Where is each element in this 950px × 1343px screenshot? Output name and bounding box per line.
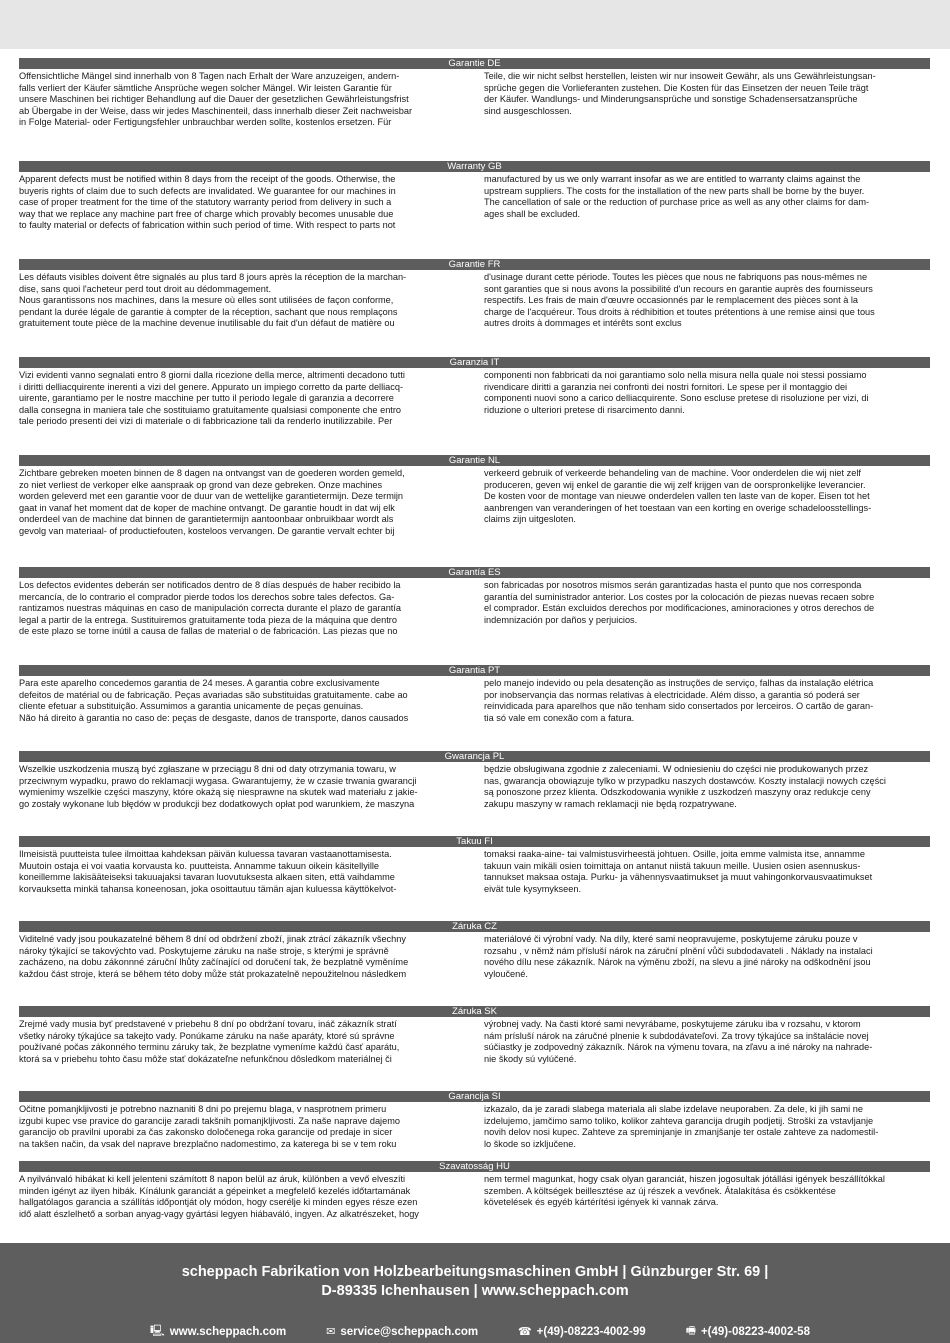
section-cz [19,921,930,980]
footer [0,1243,950,1343]
section-gb [19,161,930,232]
section-title: Garantie DE [19,58,930,69]
section-title: Garantie NL [19,455,930,466]
website-text: www.scheppach.com [169,1325,287,1338]
section-nl [19,455,930,538]
text-right: pelo manejo indevido ou pela desatenção as instruções de serviço, falhas da instalação elétrica por inobservançia das normas relativas à electricidade. Além disso, a garantia só poderá ser reinvidicada para aparelhos que não tenham sido consertados por lerceiros. O cartão de garan- tia só vale em conexão com a fatura. [484,678,874,723]
company-line-2: D-89335 Ichenhausen | www.scheppach.com [321,1283,629,1299]
section-title: Takuu FI [19,836,930,847]
text-left: Vizi evidenti vanno segnalati entro 8 giorni dalla ricezione della merce, altrimenti decadono tutti i diritti delliacquirente inerenti a vizi del genere. Appurato un impiego corretto da parte delliacq- uirente, garantiamo per le nostre macchine per tutto il periodo legale di garanzia a decorrere dalla consegna in maniera tale che sostituiamo gratuitamente qualsiasi componente che entro tale periodo presenti dei vizi di materiale o di fabbricazione tali da renderlo inutilizzabile. Per [19,370,405,427]
section-title: Gwarancja PL [19,751,930,762]
text-right: tomaksi raaka-aine- tai valmistusvirheestä johtuen. Osille, joita emme valmista itse, annamme takuun vain mikäli osien toimittaja on antanut niistä takuun meille. Uusien osien asennuskus- tannukset maksaa ostaja. Purku- ja vähennysvaatimukset ja muut vahingonkorvausvaatimukset eivät tule kysymykseen. [484,849,873,894]
company-line-1: scheppach Fabrikation von Holzbearbeitungsmaschinen GmbH | Günzburger Str. 69 | [181,1264,769,1280]
section-title: Garantie FR [19,259,930,270]
mail-icon: ✉ [326,1326,336,1338]
text-left: Zichtbare gebreken moeten binnen de 8 dagen na ontvangst van de goederen worden gemeld, zo niet verliest de verkoper elke aanspraak op grond van deze gebreken. Onze machines worden geleverd met een garantie voor de duur van de wettelijke garantietermijn. Deze termijn gaat in vanaf het moment dat de koper de machine ontvangt. De garantie houdt in dat wij elk onderdeel van de machine dat binnen de garantietermijn aantoonbaar onbruikbaar wordt als gevolg van materiaal- of productiefouten, kosteloos vervangen. De garantie vervalt echter bij [19,468,405,536]
section-fi [19,836,930,895]
contact-phone[interactable] [518,1322,646,1341]
section-title: Szavatosság HU [19,1161,930,1172]
text-right: manufactured by us we only warrant insofar as we are entitled to warranty claims against the upstream suppliers. The costs for the installation of the new parts shall be borne by the buyer. The cancellation of sale or the reduction of purchase price as well as any other claims for dam- ages shall be excluded. [484,174,870,219]
section-title: Garantía ES [19,567,930,578]
company-address [0,1263,950,1301]
phone-text: +(49)-08223-4002-99 [536,1325,646,1338]
computer-icon: 🖳 [150,1325,165,1337]
text-left: Wszelkie uszkodzenia muszą być zgłaszane w przeciągu 8 dni od daty otrzymania towaru, w przeciwnym wypadku, prawo do reklamacji wygasa. Gwarantujemy, że w czasie trwania gwarancji wymienimy wszelkie części maszyny, które okażą się niesprawne na skutek wad materiału z jakie- go zostały wykonane lub błędów w produkcji bez dodatkowych opłat pod warunkiem, że maszyna [19,764,418,809]
text-left: Viditelné vady jsou poukazatelné během 8 dní od obdržení zboží, jinak ztrácí zákazník všechny nároky týkající se takovýchto vad. Poskytujeme záruku na naše stroje, s kterými je správně zacházeno, na dobu zákonnné záruční lhůty začínající od doručení tak, že bezplatně vyměníme každou část stroje, která se během této doby může stát prokazatelně nepoužitelnou následkem [19,934,409,979]
text-right: materiálové či výrobní vady. Na díly, které sami neopravujeme, poskytujeme záruku pouze v rozsahu , v němž nám přísluší nárok na záruční plnění vůči subdodavateli . Náklady na instalaci nového dílu nese zákazník. Nárok na výměnu zboží, na slevu a jiné nároky na odškodnění jsou vyloučené. [484,934,873,979]
section-si [19,1091,930,1150]
section-title: Garancija SI [19,1091,930,1102]
text-right: d'usinage durant cette période. Toutes les pièces que nous ne fabriquons pas nous-mêmes ne sont garanties que si nous avons la possibilité d'un recours en garantie auprès des fournisseurs respectifs. Les frais de main d'œuvre occasionnés par le remplacement des pièces sont à la charge de l'acquéreur. Tous droits à rédhibition et toutes prétentions à une remise ainsi que tous autres droits à dommages et intérêts sont exclus [484,272,875,329]
text-left: Offensichtliche Mängel sind innerhalb von 8 Tagen nach Erhalt der Ware anzuzeigen, andern- falls verliert der Käufer sämtliche Ansprüche wegen solcher Mängel. Wir leisten Garantie für unsere Maschinen bei richtiger Behandlung auf die Dauer der gesetzlichen Gewährleistungsfrist ab Übergabe in der Weise, dass wir jedes Maschinenteil, dass innerhalb dieser Zeit nachweisbar in Folge Material- oder Fertigungsfehler unbrauchbar werden sollte, kostenlos ersetzen. Für [19,71,413,128]
text-left: Para este aparelho concedemos garantia de 24 meses. A garantia cobre exclusivamente defeitos de matérial ou de fabricação. Peças avariadas são substituidas gratuitamente. cabe ao cliente efetuar a substituição. Assumimos a garantia unicamente de peças genuinas. Não há direito à garantia no caso de: peças de desgaste, danos de transporte, danos causados [19,678,409,723]
text-left: Ilmeisistä puutteista tulee ilmoittaa kahdeksan päivän kuluessa tavaran vastaanottamisesta. Muutoin ostaja ei voi vaatia korvausta ko. puutteista. Annamme takuun oikein käsitellyille koneillemme lakisääteiseksi takuuajaksi tavaran luovutuksesta alkaen siten, että vaihdamme korvauksetta minkä tahansa koneenosan, joka osoittautuu tämän ajan kuluessa käyttökelvot- [19,849,397,894]
text-right: verkeerd gebruik of verkeerde behandeling van de machine. Voor onderdelen die wij niet zelf produceren, geven wij enkel de garantie die wij zelf krijgen van de oorspronkelijke leverancier. De kosten voor de montage van nieuwe onderdelen vallen ten laste van de koper. Eisen tot het aanbrengen van veranderingen of het toestaan van een korting en overige schadeloosstellings- claims zijn uitgesloten. [484,468,872,525]
text-left: Zrejmé vady musia byť predstavené v priebehu 8 dní po obdržaní tovaru, ináč zákazník stratí všetky nároky týkajúce sa takejto vady. Ponúkame záruku na naše aparáty, ktoré sú správne používané počas zákonného terminu záruky tak, že bezplatne vymeníme každú časť aparátu, ktorá sa v priebehu tohto času môže stať dokázateľne nefunkčnou dôsledkom materiálnej či [19,1019,400,1064]
text-left: Les défauts visibles doivent être signalés au plus tard 8 jours après la réception de la marchan- dise, sans quoi l'acheteur perd tout droit au dédommagement. Nous garantissons nos machines, dans la mesure où elles sont utilisées de façon conforme, pendant la durée légale de garantie à compter de la réception, sachant que nous remplaçons gratuitement toute pièce de la machine devenue inutilisable du fait d'un défaut de matière ou [19,272,407,329]
contact-email[interactable] [326,1322,478,1341]
contact-bar [150,1322,810,1341]
fax-text: +(49)-08223-4002-58 [700,1325,810,1338]
section-es [19,567,930,638]
text-left: Očitne pomanjkljivosti je potrebno naznaniti 8 dni po prejemu blaga, v nasprotnem primeru izgubi kupec vse pravice do garancije zaradi takšnih pomanjkljivosti. Za naše naprave dajemo garancijo ob pravilni uporabi za čas zakonsko določenega roka garancije od predaje in sicer na takšen način, da vsak del naprave brezplačno nadomestimo, za katerega bi se v tem roku [19,1104,400,1149]
section-pl [19,751,930,810]
text-right: son fabricadas por nosotros mismos serán garantizadas hasta el punto que nos corresponda garantía del suministrador anterior. Los costes por la colocación de piezas nuevas recaen sobre el comprador. Están excluidos derechos por modificaciones, aminoraciones y otros derechos de indemnización por daños y perjuicios. [484,580,875,625]
phone-icon: ☎ [517,1326,532,1338]
text-left: Apparent defects must be notified within 8 days from the receipt of the goods. Otherwise, the buyeris rights of claim due to such defects are invalidated. We guarantee for our machines in case of proper treatment for the time of the statutory warranty period from delivery in such a way that we replace any machine part free of charge which provably becomes unusable due to faulty material or defects of fabrication within such period of time. With respect to parts not [19,174,396,231]
contact-fax[interactable] [686,1322,810,1341]
text-right: výrobnej vady. Na časti ktoré sami nevyrábame, poskytujeme záruku iba v rozsahu, v ktorom nám prísluší nárok na záručné plnenie k subdodávateľovi. Za trovy týkajúce sa inštalácie novej súčiastky je zodpovedný zákazník. Nárok na výmenu tovara, na zľavu a iné nároky na nahrade- nie škody sú vylúčené. [484,1019,873,1064]
email-text: service@scheppach.com [340,1325,479,1338]
section-title: Záruka CZ [19,921,930,932]
text-right: izkazalo, da je zaradi slabega materiala ali slabe izdelave neuporaben. Za dele, ki jih sami ne izdelujemo, jamčimo samo toliko, kolikor zahteva garancija drugih podjetij. Stroški za vstavljanje novih delov nosi kupec. Zahteve za spreminjanje in zmanjšanje ter ostale zahteve za nadomestil- lo škode so izključene. [484,1104,879,1149]
section-title: Záruka SK [19,1006,930,1017]
section-title: Garanzia IT [19,357,930,368]
section-hu [19,1161,930,1220]
section-sk [19,1006,930,1065]
text-right: nem termel magunkat, hogy csak olyan garanciát, hiszen jogosultak jótállási igények beszállítókkal szemben. A költségek beillesztése az új részek a vevőnek. Átalakítása és csökkentése követelések és egyéb kártérítési igények ki vannak zárva. [484,1174,885,1208]
text-right: Teile, die wir nicht selbst herstellen, leisten wir nur insoweit Gewähr, als uns Gewährleistungsan- sprüche gegen die Vorlieferanten zustehen. Die Kosten für das Einsetzen der neuen Teile trägt der Käufer. Wandlungs- und Minderungsansprüche und sonstige Schadensersatzansprüche sind ausgeschlossen. [484,71,876,116]
fax-icon: 🖷 [685,1325,696,1337]
section-fr [19,259,930,330]
top-band [0,0,950,49]
section-it [19,357,930,428]
text-left: A nyilvánvaló hibákat ki kell jelenteni számított 8 napon belül az áruk, különben a vevő elveszíti minden igényt az ilyen hibák. Kínálunk garanciát a gépeinket a megfelelő kezelés időtartamának hallgatólagos garancia a szállítás időpontját oly módon, hogy cserélje ki minden egyes része ezen idő alatt észlelhető a sorban anyag-vagy gyártási legyen hiábaváló, ingyen. Az alkatrészeket, hogy [19,1174,419,1219]
section-title: Warranty GB [19,161,930,172]
text-left: Los defectos evidentes deberán ser notificados dentro de 8 días después de haber recibido la mercancía, de lo contrario el comprador pierde todos los derechos sobre tales defectos. Ga- rantizamos nuestras máquinas en caso de manipulación correcta durante el plazo de garantía legal a partir de la entrega. Sustituiremos gratuitamente toda pieza de la máquina que dentro de este plazo se torne inútil a causa de fallas de material o de fabricación. Las piezas que no [19,580,402,637]
text-right: componenti non fabbricati da noi garantiamo solo nella misura nella quale noi stessi possiamo rivendicare diritti a garanzia nei confronti dei nostri fornitori. Le spese per il montaggio dei componenti nuovi sono a carico delliacquirente. Sono escluse pretese di risoluzione per vizi, di riduzione o ulteriori pretese di risarcimento danni. [484,370,869,415]
section-de [19,58,930,129]
contact-website[interactable] [150,1322,286,1341]
section-pt [19,665,930,724]
section-title: Garantia PT [19,665,930,676]
text-right: będzie obsługiwana zgodnie z zaleceniami. W odniesieniu do części nie produkowanych przez nas, gwarancja obowiązuje tylko w przypadku naszych dostawców. Koszty instalacji nowych części są ponoszone przez klienta. Odszkodowania wynikłe z uszkodzeń maszyny oraz redukcje ceny zakupu maszyny w ramach reklamacji nie będą rozpatrywane. [484,764,886,809]
